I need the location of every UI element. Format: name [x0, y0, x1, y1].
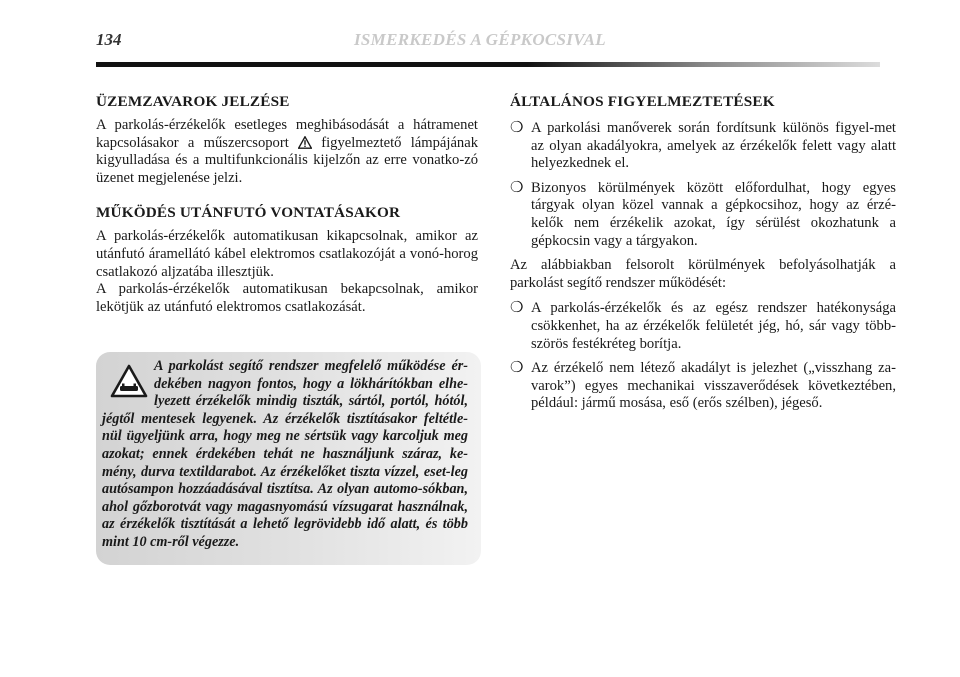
trailer-paragraph-2: A parkolás-érzékelők automatikusan bekapcsolnak, amikor lekötjük az utánfutó elektromos csatlakozását. — [96, 281, 478, 315]
warning-box — [96, 352, 481, 565]
general-warnings-list — [510, 120, 896, 250]
bullet-marker: ❍ — [510, 300, 524, 317]
list-item — [510, 120, 896, 173]
list-item — [510, 360, 896, 413]
bullet-marker: ❍ — [510, 360, 524, 377]
section-title-malfunction: ÜZEMZAVAROK JELZÉSE — [96, 93, 290, 110]
running-title: ISMERKEDÉS A GÉPKOCSIVAL — [354, 30, 606, 49]
conditions-list — [510, 300, 896, 413]
list-item-text: Bizonyos körülmények között előfordulhat, hogy egyes tárgyak olyan közel vannak a gépkocsihoz, hogy az érzé-kelők nem érzékelik azokat, így sérülést okozhatunk a gépkocsin vagy a tárgyakon. — [531, 179, 896, 249]
header-rule — [96, 62, 880, 67]
malfunction-text-2: figyelmeztető lámpájának kigyulladása és a multifunkcionális kijelzőn az erre vonatko-zó üzenet megjelenése jelzi. — [96, 134, 478, 186]
warning-symbol-icon — [298, 136, 312, 149]
list-item-text: Az érzékelő nem létező akadályt is jelezhet („visszhang za-varok”) egyes mechanikai visszaverődések következtében, például: jármű mosása, eső (erős szélben), jégeső. — [531, 360, 896, 412]
trailer-paragraph-1: A parkolás-érzékelők automatikusan kikapcsolnak, amikor az utánfutó áramellátó kábel elektromos csatlakozóját a vonó-horog csatlakozó aljzatába illesztjük. — [96, 228, 478, 280]
malfunction-text-1: A parkolás-érzékelők esetleges meghibásodását a hátramenet kapcsolásakor a műszercsoport — [96, 117, 478, 151]
left-column — [96, 92, 478, 316]
list-item — [510, 180, 896, 250]
section-title-trailer: MŰKÖDÉS UTÁNFUTÓ VONTATÁSAKOR — [96, 204, 401, 222]
bullet-marker: ❍ — [510, 179, 524, 196]
malfunction-paragraph — [96, 117, 478, 187]
warning-text: A parkolást segítő rendszer megfelelő működése ér-dekében nagyon fontos, hogy a lökhárítókban elhe-lyezett érzékelők mindig tiszták, sártól, portól, hótól, jégtől mentesek legyenek. Az érzékelők tisztításakor feltétle-nül ügyeljünk arra, hogy meg ne sértsük vagy karcoljuk meg azokat; ennek érdekében tehát ne használjunk száraz, ke-mény, durva textildarabot. Az érzékelőket tiszta vízzel, eset-leg autósampon hozzáadásával tisztítsa. Az olyan automo-sókban, ahol gőzborotvát vagy magasnyomású vízsugarat használnak, az érzékelők tisztítását a lehető legrövidebb idő alatt, és több mint 10 cm-ről végezze. — [102, 358, 468, 550]
list-item-text: A parkolás-érzékelők és az egész rendszer hatékonysága csökkenhet, ha az érzékelők felületét jég, hó, sár vagy több-szörös festékréteg borítja. — [531, 300, 896, 352]
list-item — [510, 300, 896, 353]
page-number: 134 — [96, 30, 122, 49]
conditions-paragraph: Az alábbiakban felsorolt körülmények befolyásolhatják a parkolást segítő rendszer működését: — [510, 257, 896, 291]
section-title-general-warnings: ÁLTALÁNOS FIGYELMEZTETÉSEK — [510, 93, 775, 110]
list-item-text: A parkolási manőverek során fordítsunk különös figyel-met az olyan akadályokra, amelyek az érzékelők felett vagy alatt helyezkednek el. — [531, 120, 896, 172]
right-column — [510, 92, 896, 420]
bullet-marker: ❍ — [510, 120, 524, 136]
